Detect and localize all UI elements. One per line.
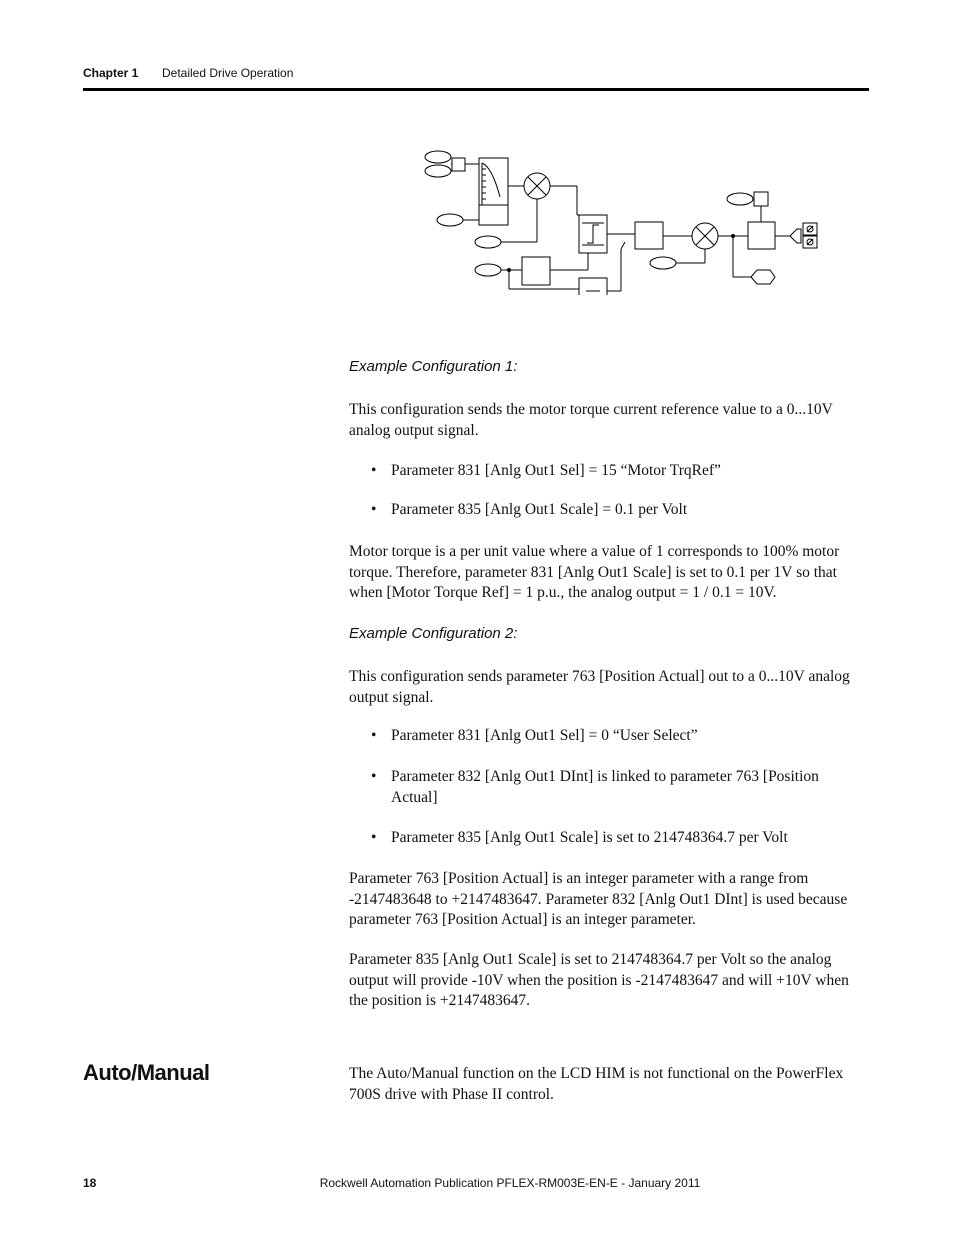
chapter-label: Chapter 1	[83, 66, 139, 80]
input-oval-6	[650, 257, 676, 269]
input-oval-7	[727, 193, 753, 205]
example-1-heading: Example Configuration 1:	[349, 358, 518, 375]
input-oval-1	[425, 151, 451, 163]
page-number: 18	[83, 1176, 97, 1190]
example-2-paragraph-2: Parameter 835 [Anlg Out1 Scale] is set to 214748364.7 per Volt so the analog output will provide -10V when the position is -2147483647 and will +10V when the position is +2147483647.	[349, 951, 849, 1009]
example-2-paragraph-1: Parameter 763 [Position Actual] is an integer parameter with a range from -2147483648 to +2147483647. Parameter 832 [Anlg Out1 DInt] is used because parameter 763 [Position Actual] is an integer parameter.	[349, 870, 848, 928]
input-oval-3	[437, 214, 463, 226]
example-2-heading: Example Configuration 2:	[349, 625, 518, 642]
gain-block	[635, 222, 663, 249]
header-rule	[83, 88, 869, 91]
example-1-intro: This configuration sends the motor torque current reference value to a 0...10V analog output signal.	[349, 401, 833, 439]
analog-output-block-diagram	[420, 145, 830, 295]
output-hexagon	[751, 270, 775, 284]
selector-small-box	[452, 158, 465, 171]
output-block	[748, 222, 775, 249]
offset-block	[579, 278, 607, 295]
chapter-title: Detailed Drive Operation	[162, 66, 294, 80]
auto-manual-text: The Auto/Manual function on the LCD HIM is not functional on the PowerFlex 700S drive with Phase II control.	[349, 1065, 844, 1103]
input-oval-5	[475, 264, 501, 276]
auto-manual-heading: Auto/Manual	[83, 1060, 210, 1085]
page-header	[83, 66, 294, 80]
selector-block	[479, 158, 508, 225]
example-2-intro: This configuration sends parameter 763 [Position Actual] out to a 0...10V analog output signal.	[349, 668, 850, 706]
enable-small-box	[754, 192, 768, 206]
input-oval-2	[425, 165, 451, 177]
example-1-explanation: Motor torque is a per unit value where a value of 1 corresponds to 100% motor torque. Therefore, parameter 831 [Anlg Out1 Scale] is set to 0.1 per 1V so that when [Motor Torque Ref] = 1 p.u., the analog output = 1 / 0.1 = 10V.	[349, 543, 840, 601]
input-oval-4	[475, 236, 501, 248]
publication-footer: Rockwell Automation Publication PFLEX-RM003E-EN-E - January 2011	[319, 1176, 701, 1190]
lower-block	[522, 257, 550, 285]
